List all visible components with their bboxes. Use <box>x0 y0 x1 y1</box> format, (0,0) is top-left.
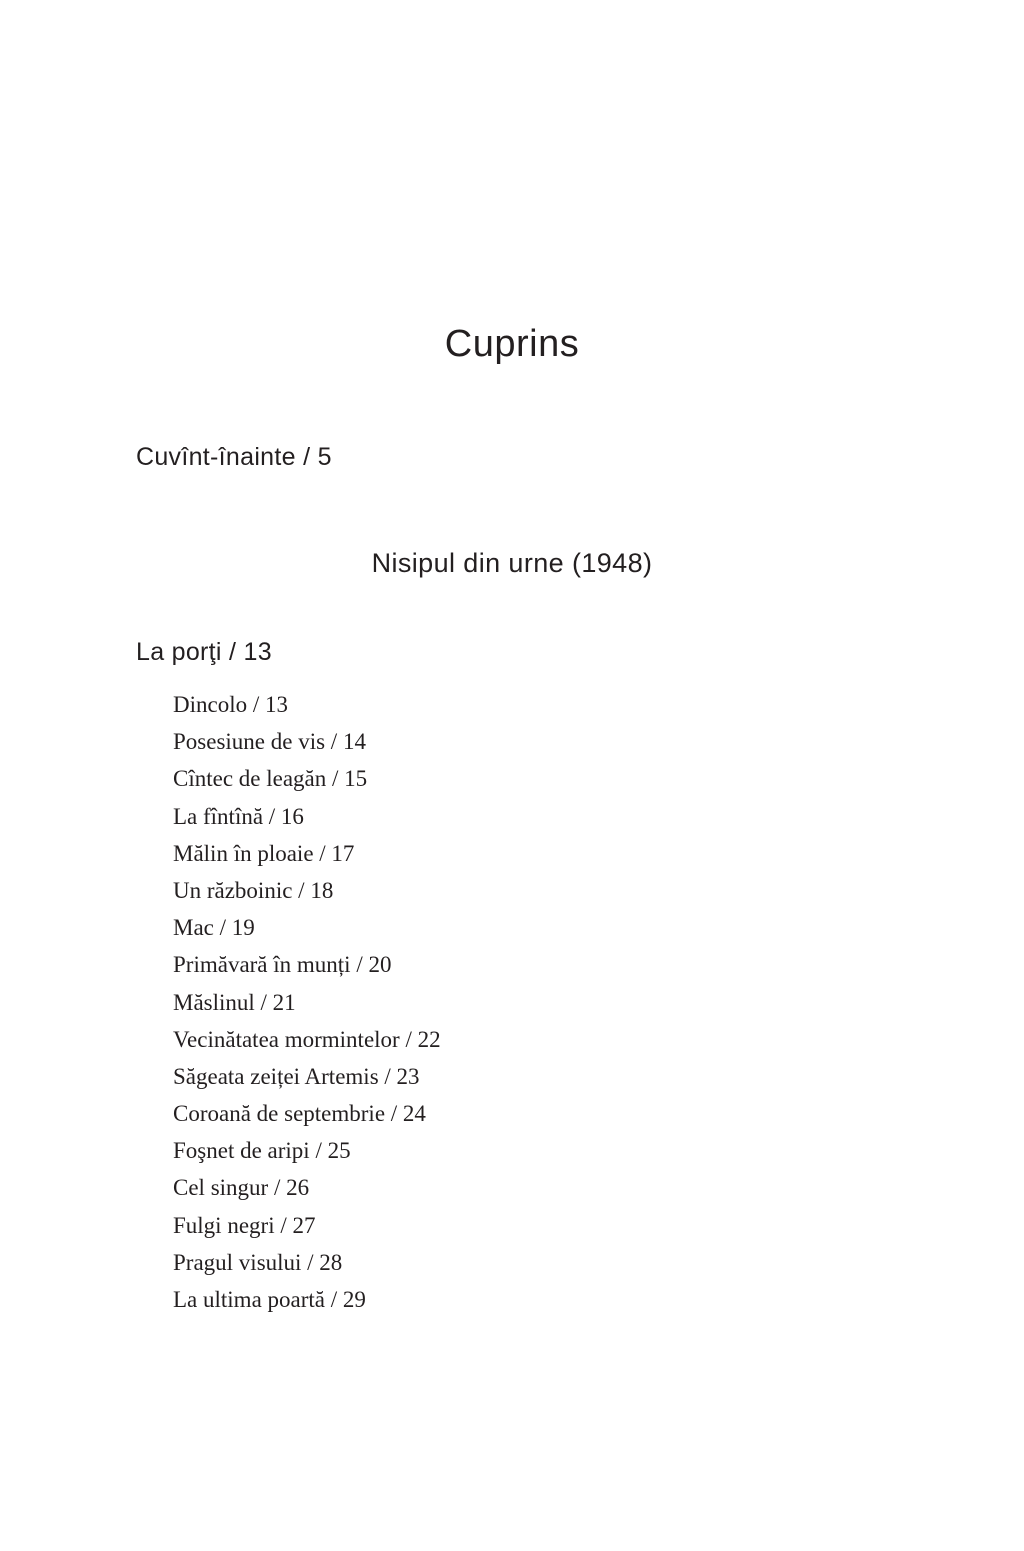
toc-entry: Cel singur / 26 <box>173 1175 310 1201</box>
toc-entry: Vecinătatea mormintelor / 22 <box>173 1026 441 1052</box>
toc-entry: Săgeata zeiței Artemis / 23 <box>173 1063 420 1089</box>
toc-entry: Un războinic / 18 <box>173 877 334 903</box>
subsection-title: La porţi / 13 <box>136 638 272 666</box>
toc-entry: Mălin în ploaie / 17 <box>173 840 355 866</box>
toc-entry: Dincolo / 13 <box>173 692 288 717</box>
toc-entry: Cîntec de leagăn / 15 <box>173 766 368 792</box>
section-title: Nisipul din urne (1948) <box>371 548 653 578</box>
toc-entry: Posesiune de vis / 14 <box>173 729 366 755</box>
toc-entry: La fîntînă / 16 <box>173 803 304 829</box>
page-title: Cuprins <box>444 323 580 365</box>
toc-entry: Pragul visului / 28 <box>173 1249 343 1275</box>
toc-entry: Fulgi negri / 27 <box>173 1212 316 1238</box>
toc-entry: Coroană de septembrie / 24 <box>173 1101 426 1127</box>
toc-entry: Mac / 19 <box>173 915 255 941</box>
toc-entry-foreword: Cuvînt-înainte / 5 <box>136 443 332 471</box>
toc-entry: Primăvară în munți / 20 <box>173 952 392 978</box>
poem-list <box>173 686 441 1318</box>
toc-entry: Foşnet de aripi / 25 <box>173 1138 351 1164</box>
toc-entry: La ultima poartă / 29 <box>173 1287 366 1312</box>
toc-entry: Măslinul / 21 <box>173 989 296 1015</box>
